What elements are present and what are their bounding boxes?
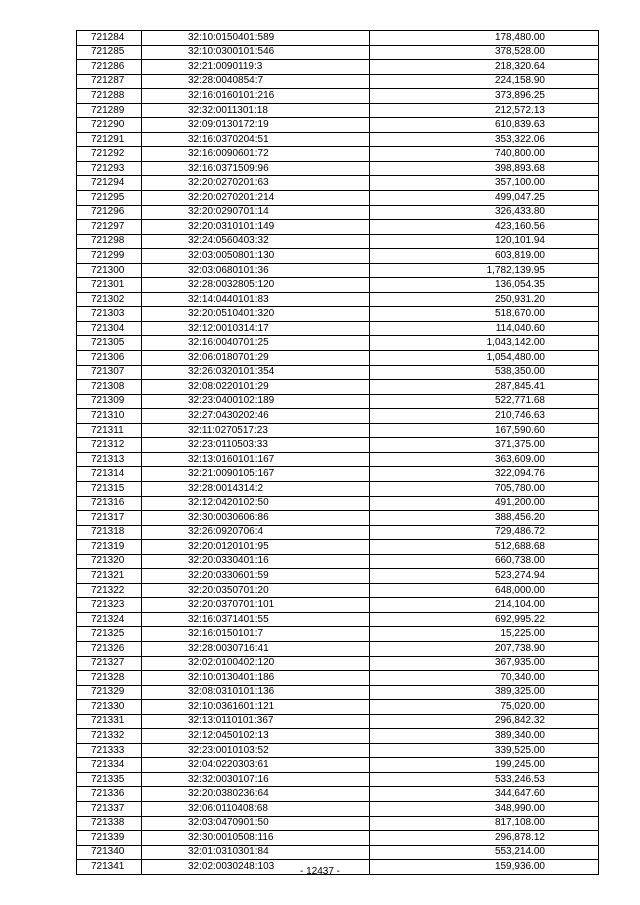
row-id-cell: 721326	[77, 641, 142, 656]
amount-cell: 218,320.64	[370, 60, 599, 75]
table-row	[77, 103, 599, 118]
cadastral-number-cell: 32:16:0090601:72	[142, 147, 370, 162]
cadastral-number-cell: 32:14:0440101:83	[142, 292, 370, 307]
amount-cell: 348,990.00	[370, 801, 599, 816]
amount-cell: 388,456.20	[370, 511, 599, 526]
row-id-cell: 721307	[77, 365, 142, 380]
cadastral-number-cell: 32:21:0090119:3	[142, 60, 370, 75]
table-body	[77, 31, 599, 875]
page-number: - 12437 -	[299, 866, 341, 877]
amount-cell: 603,819.00	[370, 249, 599, 264]
amount-cell: 705,780.00	[370, 481, 599, 496]
table-row	[77, 220, 599, 235]
cadastral-number-cell: 32:10:0130401:186	[142, 671, 370, 686]
table-row	[77, 714, 599, 729]
amount-cell: 363,609.00	[370, 452, 599, 467]
amount-cell: 167,590.60	[370, 423, 599, 438]
cadastral-number-cell: 32:08:0220101:29	[142, 380, 370, 395]
amount-cell: 491,200.00	[370, 496, 599, 511]
cadastral-number-cell: 32:11:0270517:23	[142, 423, 370, 438]
cadastral-number-cell: 32:03:0050801:130	[142, 249, 370, 264]
table-row	[77, 89, 599, 104]
table-row	[77, 627, 599, 642]
amount-cell: 518,670.00	[370, 307, 599, 322]
row-id-cell: 721317	[77, 511, 142, 526]
amount-cell: 353,322.06	[370, 132, 599, 147]
cadastral-number-cell: 32:20:0330601:59	[142, 569, 370, 584]
table-row	[77, 700, 599, 715]
amount-cell: 367,935.00	[370, 656, 599, 671]
cadastral-number-cell: 32:12:0450102:13	[142, 729, 370, 744]
amount-cell: 296,878.12	[370, 831, 599, 846]
amount-cell: 389,340.00	[370, 729, 599, 744]
cadastral-number-cell: 32:03:0470901:50	[142, 816, 370, 831]
amount-cell: 553,214.00	[370, 845, 599, 860]
table-row	[77, 772, 599, 787]
cadastral-number-cell: 32:28:0030716:41	[142, 641, 370, 656]
table-row	[77, 45, 599, 60]
table-row	[77, 845, 599, 860]
cadastral-number-cell: 32:08:0310101:136	[142, 685, 370, 700]
table-row	[77, 743, 599, 758]
table-row	[77, 525, 599, 540]
row-id-cell: 721309	[77, 394, 142, 409]
row-id-cell: 721313	[77, 452, 142, 467]
row-id-cell: 721333	[77, 743, 142, 758]
cadastral-number-cell: 32:02:0030248:103	[142, 860, 370, 875]
amount-cell: 389,325.00	[370, 685, 599, 700]
row-id-cell: 721301	[77, 278, 142, 293]
amount-cell: 610,839.63	[370, 118, 599, 133]
cadastral-number-cell: 32:20:0290701:14	[142, 205, 370, 220]
table-row	[77, 656, 599, 671]
row-id-cell: 721335	[77, 772, 142, 787]
cadastral-number-cell: 32:20:0510401:320	[142, 307, 370, 322]
table-row	[77, 438, 599, 453]
amount-cell: 70,340.00	[370, 671, 599, 686]
table-row	[77, 801, 599, 816]
row-id-cell: 721338	[77, 816, 142, 831]
table-row	[77, 569, 599, 584]
amount-cell: 326,433.80	[370, 205, 599, 220]
table-row	[77, 31, 599, 46]
row-id-cell: 721293	[77, 161, 142, 176]
table-row	[77, 161, 599, 176]
table-row	[77, 685, 599, 700]
row-id-cell: 721332	[77, 729, 142, 744]
amount-cell: 120,101.94	[370, 234, 599, 249]
table-row	[77, 423, 599, 438]
cadastral-number-cell: 32:16:0371401:55	[142, 612, 370, 627]
row-id-cell: 721315	[77, 481, 142, 496]
table-row	[77, 118, 599, 133]
row-id-cell: 721305	[77, 336, 142, 351]
amount-cell: 75,020.00	[370, 700, 599, 715]
row-id-cell: 721331	[77, 714, 142, 729]
cadastral-number-cell: 32:16:0160101:216	[142, 89, 370, 104]
cadastral-number-cell: 32:20:0330401:16	[142, 554, 370, 569]
cadastral-number-cell: 32:16:0370204:51	[142, 132, 370, 147]
amount-cell: 199,245.00	[370, 758, 599, 773]
row-id-cell: 721330	[77, 700, 142, 715]
amount-cell: 692,995.22	[370, 612, 599, 627]
table-row	[77, 380, 599, 395]
row-id-cell: 721327	[77, 656, 142, 671]
table-row	[77, 758, 599, 773]
table-row	[77, 278, 599, 293]
row-id-cell: 721341	[77, 860, 142, 875]
row-id-cell: 721288	[77, 89, 142, 104]
table-row	[77, 234, 599, 249]
cadastral-number-cell: 32:32:0030107:16	[142, 772, 370, 787]
amount-cell: 817,108.00	[370, 816, 599, 831]
amount-cell: 357,100.00	[370, 176, 599, 191]
amount-cell: 344,647.60	[370, 787, 599, 802]
row-id-cell: 721296	[77, 205, 142, 220]
row-id-cell: 721306	[77, 351, 142, 366]
table-row	[77, 249, 599, 264]
cadastral-number-cell: 32:24:0560403:32	[142, 234, 370, 249]
amount-cell: 373,896.25	[370, 89, 599, 104]
row-id-cell: 721302	[77, 292, 142, 307]
cadastral-number-cell: 32:20:0380236:64	[142, 787, 370, 802]
cadastral-number-cell: 32:30:0010508:116	[142, 831, 370, 846]
amount-cell: 523,274.94	[370, 569, 599, 584]
row-id-cell: 721297	[77, 220, 142, 235]
table-row	[77, 336, 599, 351]
table-row	[77, 351, 599, 366]
table-row	[77, 60, 599, 75]
cadastral-number-cell: 32:02:0100402:120	[142, 656, 370, 671]
cadastral-number-cell: 32:03:0680101:36	[142, 263, 370, 278]
cadastral-number-cell: 32:27:0430202:46	[142, 409, 370, 424]
cadastral-number-cell: 32:13:0160101:167	[142, 452, 370, 467]
amount-cell: 660,738.00	[370, 554, 599, 569]
cadastral-number-cell: 32:04:0220303:61	[142, 758, 370, 773]
amount-cell: 114,040.60	[370, 321, 599, 336]
amount-cell: 538,350.00	[370, 365, 599, 380]
row-id-cell: 721311	[77, 423, 142, 438]
row-id-cell: 721287	[77, 74, 142, 89]
row-id-cell: 721285	[77, 45, 142, 60]
cadastral-number-cell: 32:16:0150101:7	[142, 627, 370, 642]
table-row	[77, 321, 599, 336]
row-id-cell: 721336	[77, 787, 142, 802]
cadastral-number-cell: 32:26:0920706:4	[142, 525, 370, 540]
data-table	[76, 30, 599, 875]
table-row	[77, 583, 599, 598]
table-row	[77, 481, 599, 496]
cadastral-number-cell: 32:12:0420102:50	[142, 496, 370, 511]
cadastral-number-cell: 32:20:0370701:101	[142, 598, 370, 613]
table-row	[77, 292, 599, 307]
table-row	[77, 394, 599, 409]
cadastral-number-cell: 32:12:0010314:17	[142, 321, 370, 336]
amount-cell: 1,043,142.00	[370, 336, 599, 351]
amount-cell: 398,893.68	[370, 161, 599, 176]
amount-cell: 178,480.00	[370, 31, 599, 46]
amount-cell: 378,528.00	[370, 45, 599, 60]
amount-cell: 15,225.00	[370, 627, 599, 642]
row-id-cell: 721334	[77, 758, 142, 773]
cadastral-number-cell: 32:28:0014314:2	[142, 481, 370, 496]
row-id-cell: 721319	[77, 540, 142, 555]
row-id-cell: 721290	[77, 118, 142, 133]
amount-cell: 371,375.00	[370, 438, 599, 453]
amount-cell: 729,486.72	[370, 525, 599, 540]
row-id-cell: 721292	[77, 147, 142, 162]
table-row	[77, 74, 599, 89]
cadastral-number-cell: 32:30:0030606:86	[142, 511, 370, 526]
table-row	[77, 147, 599, 162]
row-id-cell: 721320	[77, 554, 142, 569]
cadastral-number-cell: 32:20:0310101:149	[142, 220, 370, 235]
cadastral-number-cell: 32:10:0361601:121	[142, 700, 370, 715]
row-id-cell: 721300	[77, 263, 142, 278]
cadastral-number-cell: 32:23:0010103:52	[142, 743, 370, 758]
row-id-cell: 721308	[77, 380, 142, 395]
row-id-cell: 721312	[77, 438, 142, 453]
amount-cell: 533,246.53	[370, 772, 599, 787]
table-row	[77, 191, 599, 206]
row-id-cell: 721324	[77, 612, 142, 627]
cadastral-number-cell: 32:13:0110101:367	[142, 714, 370, 729]
table-row	[77, 205, 599, 220]
cadastral-number-cell: 32:20:0120101:95	[142, 540, 370, 555]
amount-cell: 136,054.35	[370, 278, 599, 293]
amount-cell: 224,158.90	[370, 74, 599, 89]
cadastral-number-cell: 32:23:0110503:33	[142, 438, 370, 453]
cadastral-number-cell: 32:26:0320101:354	[142, 365, 370, 380]
cadastral-number-cell: 32:21:0090105:167	[142, 467, 370, 482]
table-row	[77, 598, 599, 613]
cadastral-number-cell: 32:16:0040701:25	[142, 336, 370, 351]
table-row	[77, 671, 599, 686]
row-id-cell: 721329	[77, 685, 142, 700]
table-row	[77, 831, 599, 846]
row-id-cell: 721318	[77, 525, 142, 540]
amount-cell: 287,845.41	[370, 380, 599, 395]
cadastral-number-cell: 32:16:0371509:96	[142, 161, 370, 176]
table-row	[77, 365, 599, 380]
row-id-cell: 721289	[77, 103, 142, 118]
amount-cell: 522,771.68	[370, 394, 599, 409]
row-id-cell: 721323	[77, 598, 142, 613]
table-row	[77, 132, 599, 147]
amount-cell: 207,738.90	[370, 641, 599, 656]
table-row	[77, 307, 599, 322]
table-row	[77, 511, 599, 526]
table-row	[77, 540, 599, 555]
table-row	[77, 496, 599, 511]
cadastral-number-cell: 32:28:0040854:7	[142, 74, 370, 89]
amount-cell: 740,800.00	[370, 147, 599, 162]
table-row	[77, 554, 599, 569]
row-id-cell: 721314	[77, 467, 142, 482]
cadastral-number-cell: 32:32:0011301:18	[142, 103, 370, 118]
amount-cell: 339,525.00	[370, 743, 599, 758]
row-id-cell: 721337	[77, 801, 142, 816]
row-id-cell: 721304	[77, 321, 142, 336]
row-id-cell: 721291	[77, 132, 142, 147]
cadastral-number-cell: 32:10:0150401:589	[142, 31, 370, 46]
row-id-cell: 721310	[77, 409, 142, 424]
cadastral-number-cell: 32:23:0400102:189	[142, 394, 370, 409]
row-id-cell: 721295	[77, 191, 142, 206]
amount-cell: 159,936.00	[370, 860, 599, 875]
row-id-cell: 721339	[77, 831, 142, 846]
row-id-cell: 721340	[77, 845, 142, 860]
cadastral-number-cell: 32:06:0110408:68	[142, 801, 370, 816]
row-id-cell: 721299	[77, 249, 142, 264]
table-row	[77, 612, 599, 627]
row-id-cell: 721294	[77, 176, 142, 191]
table-row	[77, 641, 599, 656]
row-id-cell: 721284	[77, 31, 142, 46]
amount-cell: 499,047.25	[370, 191, 599, 206]
row-id-cell: 721321	[77, 569, 142, 584]
cadastral-number-cell: 32:20:0350701:20	[142, 583, 370, 598]
table-row	[77, 729, 599, 744]
cadastral-number-cell: 32:20:0270201:63	[142, 176, 370, 191]
amount-cell: 210,746.63	[370, 409, 599, 424]
table-row	[77, 467, 599, 482]
amount-cell: 512,688.68	[370, 540, 599, 555]
table-row	[77, 263, 599, 278]
row-id-cell: 721286	[77, 60, 142, 75]
row-id-cell: 721303	[77, 307, 142, 322]
table-row	[77, 787, 599, 802]
table-row	[77, 816, 599, 831]
amount-cell: 212,572.13	[370, 103, 599, 118]
amount-cell: 322,094.76	[370, 467, 599, 482]
cadastral-number-cell: 32:28:0032805:120	[142, 278, 370, 293]
amount-cell: 1,054,480.00	[370, 351, 599, 366]
row-id-cell: 721316	[77, 496, 142, 511]
amount-cell: 648,000.00	[370, 583, 599, 598]
table-row	[77, 452, 599, 467]
row-id-cell: 721322	[77, 583, 142, 598]
row-id-cell: 721328	[77, 671, 142, 686]
table-row	[77, 176, 599, 191]
cadastral-number-cell: 32:09:0130172:19	[142, 118, 370, 133]
cadastral-number-cell: 32:06:0180701:29	[142, 351, 370, 366]
cadastral-number-cell: 32:10:0300101:546	[142, 45, 370, 60]
row-id-cell: 721298	[77, 234, 142, 249]
amount-cell: 1,782,139.95	[370, 263, 599, 278]
amount-cell: 214,104.00	[370, 598, 599, 613]
cadastral-number-cell: 32:01:0310301:84	[142, 845, 370, 860]
amount-cell: 296,842.32	[370, 714, 599, 729]
cadastral-number-cell: 32:20:0270201:214	[142, 191, 370, 206]
row-id-cell: 721325	[77, 627, 142, 642]
amount-cell: 250,931.20	[370, 292, 599, 307]
table-row	[77, 409, 599, 424]
amount-cell: 423,160.56	[370, 220, 599, 235]
